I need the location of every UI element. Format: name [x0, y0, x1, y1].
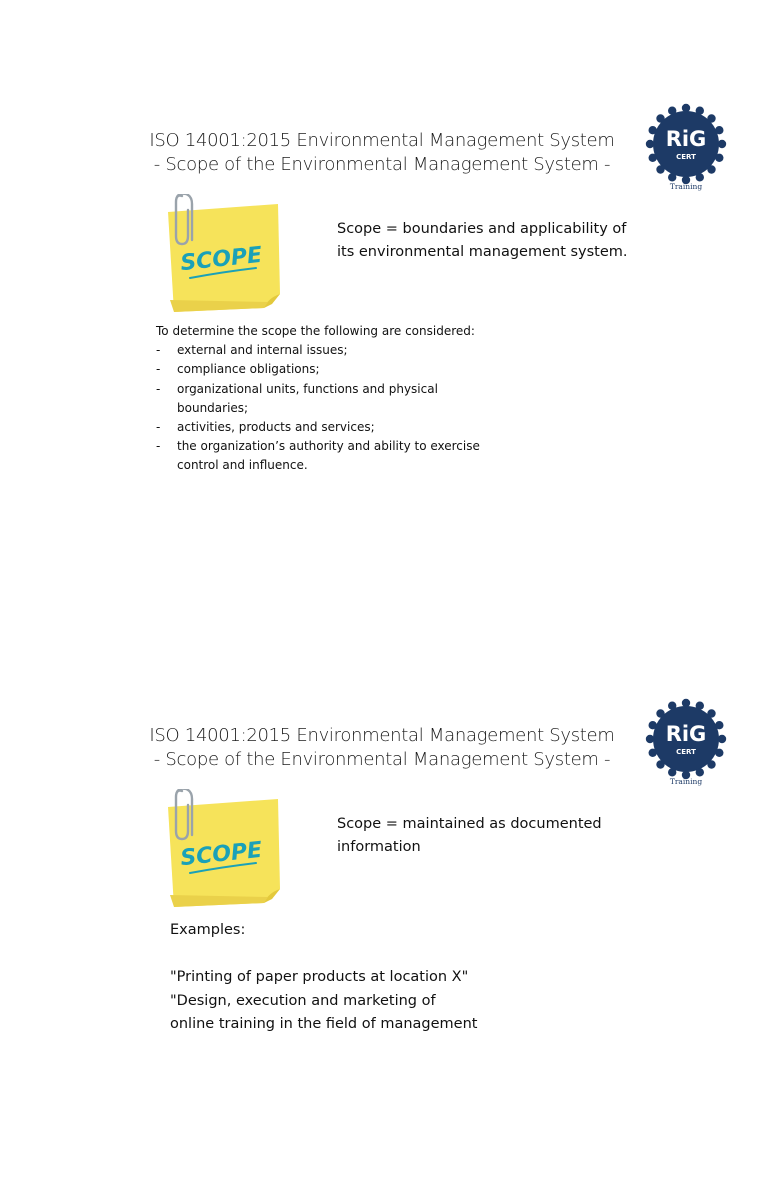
logo-subtext: CERT: [676, 748, 696, 756]
logo-caption: Training: [669, 777, 703, 786]
title-line-1: ISO 14001:2015 Environmental Management System: [149, 725, 615, 746]
list-item: - the organization’s authority and ability to exercise control and influence.: [156, 439, 480, 473]
list-item: - external and internal issues;: [156, 343, 348, 358]
list-item: - organizational units, functions and physical boundaries;: [156, 381, 438, 415]
definition-line-1: Scope = maintained as documented: [337, 816, 602, 832]
scope-sticky-note: [160, 194, 284, 316]
definition-line-1: Scope = boundaries and applicability of: [337, 221, 627, 237]
logo-subtext: CERT: [676, 153, 696, 161]
title-line-2: - Scope of the Environmental Management System -: [153, 154, 611, 175]
title-line-2: - Scope of the Environmental Management System -: [153, 749, 611, 770]
sticky-note-icon: [160, 789, 284, 911]
slide-title: [132, 129, 632, 177]
logo-caption: Training: [669, 182, 703, 191]
examples-block: [170, 919, 530, 1037]
scope-sticky-note: [160, 789, 284, 911]
note-label: SCOPE: [179, 242, 264, 277]
scope-definition: [337, 813, 657, 859]
scope-definition: [337, 218, 657, 264]
considered-list-block: [156, 322, 556, 476]
considered-list: [156, 341, 556, 475]
slide-2: [0, 595, 768, 1190]
examples-heading: Examples:: [170, 922, 246, 938]
definition-line-2: information: [337, 839, 421, 855]
title-line-1: ISO 14001:2015 Environmental Management System: [149, 130, 615, 151]
considered-intro: To determine the scope the following are considered:: [156, 324, 475, 338]
rigcert-seal-icon: [642, 697, 730, 789]
list-item: - compliance obligations;: [156, 362, 320, 377]
rigcert-seal-icon: [642, 102, 730, 194]
rigcert-logo: [642, 697, 730, 789]
example-line: "Design, execution and marketing of: [170, 992, 436, 1009]
logo-text: RiG: [665, 722, 707, 746]
rigcert-logo: [642, 102, 730, 194]
example-line: "Printing of paper products at location X": [170, 969, 469, 985]
note-label: SCOPE: [179, 837, 264, 872]
sticky-note-icon: [160, 194, 284, 316]
definition-line-2: its environmental management system.: [337, 244, 628, 260]
slide-title: [132, 724, 632, 772]
list-item: - activities, products and services;: [156, 420, 375, 435]
logo-text: RiG: [665, 127, 707, 151]
example-line: online training in the field of management: [170, 1016, 478, 1032]
